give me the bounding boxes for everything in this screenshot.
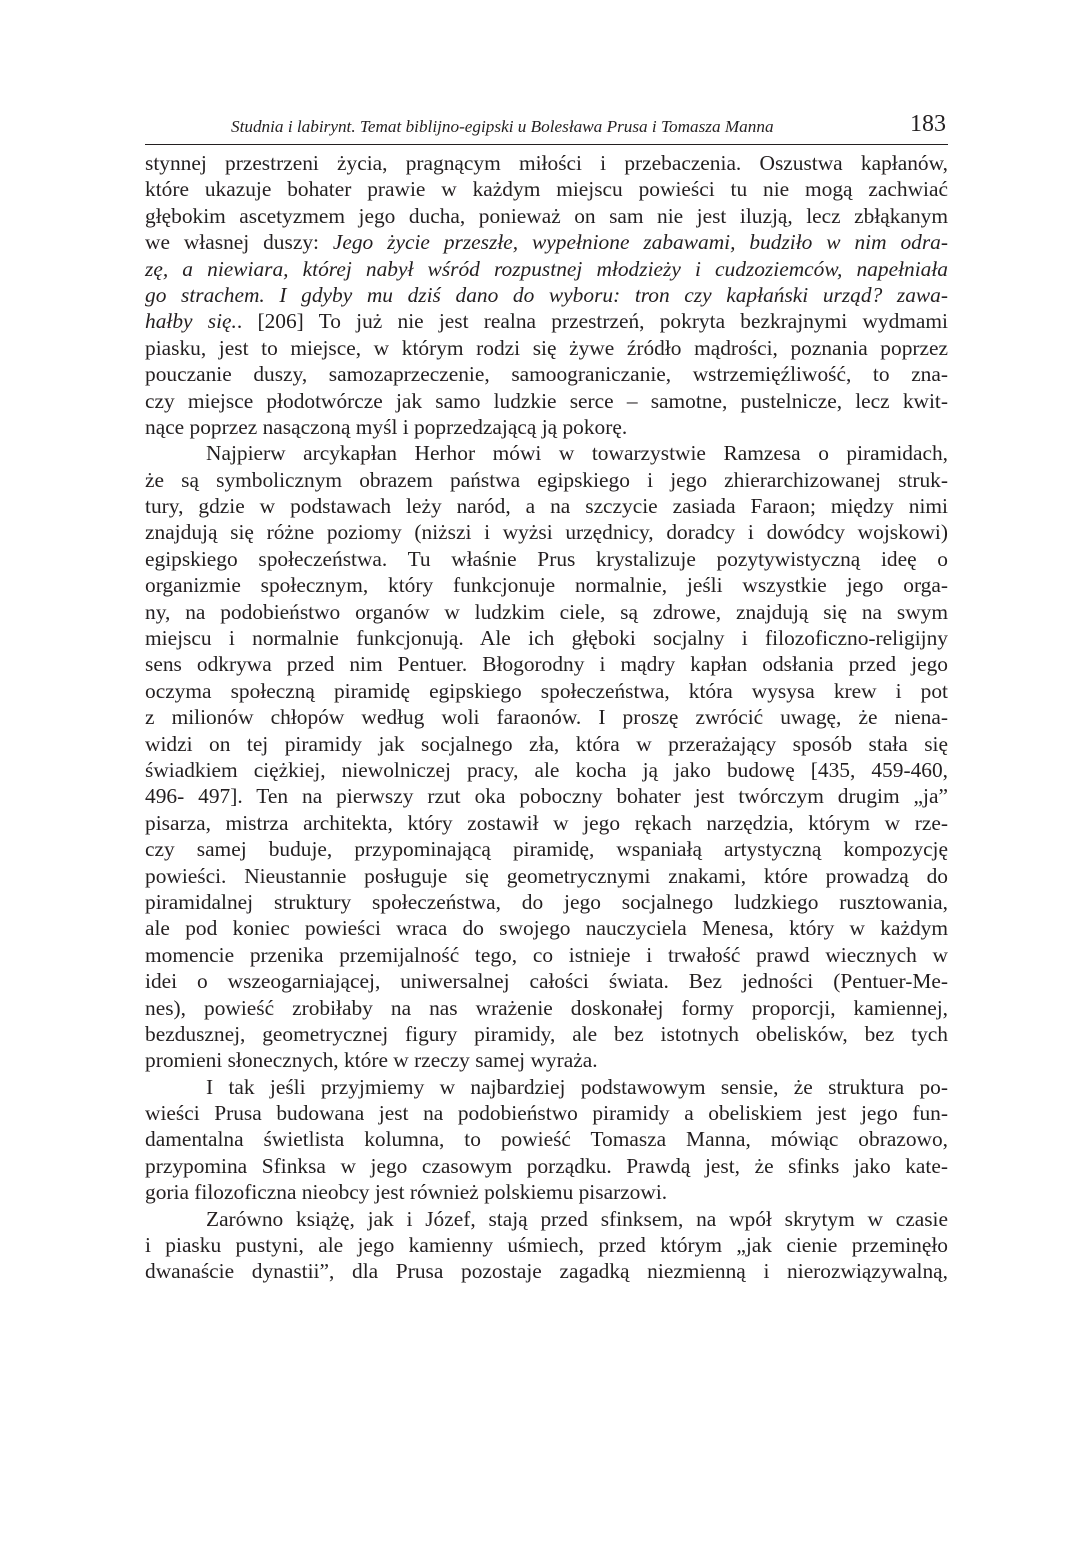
text-line: powieści. Nieustannie posługuje się geometrycznymi znakami, które prowadzą do	[145, 863, 948, 888]
text-line: z milionów chłopów według woli faraonów. I proszę zwrócić uwagę, że niena-	[145, 705, 948, 730]
text-line: dwanaście dynastii”, dla Prusa pozostaje zagadką niezmienną i nierozwiązywalną,	[145, 1259, 948, 1284]
body-text	[145, 150, 948, 1285]
text-line: że są symbolicznym obrazem państwa egipskiego i jego zhierarchizowanej struk-	[145, 467, 948, 492]
paragraph-first-line: Najpierw arcykapłan Herhor mówi w towarzystwie Ramzesa o piramidach,	[206, 441, 948, 466]
text-line: pisarza, mistrza architekta, który zostawił w jego rękach narzędzia, którym w rze-	[145, 810, 948, 835]
text-line: wieści Prusa budowana jest na podobieństwo piramidy a obeliskiem jest jego fun-	[145, 1101, 948, 1126]
text-italic-quote: Jego życie przeszłe, wypełnione zabawami, budziło w nim odra-	[332, 230, 948, 255]
text-line: oczyma społeczną piramidę egipskiego społeczeństwa, która wysysa krew i pot	[145, 678, 948, 703]
text-line: promieni słonecznych, które w rzeczy samej wyraża.	[145, 1048, 598, 1073]
text-line: które ukazuje bohater prawie w każdym miejscu powieści tu nie mogą zachwiać	[145, 177, 948, 202]
text-line	[145, 229, 948, 255]
running-title: Studnia i labirynt. Temat biblijno-egipski u Bolesława Prusa i Tomasza Manna	[231, 117, 774, 136]
paragraph-first-line: I tak jeśli przyjmiemy w najbardziej podstawowym sensie, że struktura po-	[206, 1074, 948, 1099]
text-line: czy samej buduje, przypominającą piramidę, wspaniałą artystyczną kompozycję	[145, 837, 948, 862]
text-line: miejscu i normalnie funkcjonują. Ale ich głęboki socjalny i filozoficzno-religijny	[145, 626, 948, 651]
text-line: nes), powieść zrobiłaby na nas wrażenie doskonałej formy proporcji, kamiennej,	[145, 995, 948, 1020]
text-line: głębokim ascetyzmem jego ducha, ponieważ on sam nie jest iluzją, lecz zbłąkanym	[145, 203, 948, 228]
text-line: czy miejsce płodotwórcze jak samo ludzkie serce – samotne, pustelnicze, lecz kwit-	[145, 388, 948, 413]
text-line: organizmie społecznym, który funkcjonuje normalnie, jeśli wszystkie jego orga-	[145, 573, 948, 598]
page-number: 183	[910, 111, 946, 137]
text-line: go strachem. I gdyby mu dziś dano do wyboru: tron czy kapłański urząd? zawa-	[145, 282, 948, 307]
text-line: piasku, jest to miejsce, w którym rodzi się żywe źródło mądrości, poznania poprzez	[145, 335, 948, 360]
text-line	[145, 308, 948, 334]
paragraph-first-line: Zarówno książę, jak i Józef, stają przed sfinksem, na wpół skrytym w czasie	[206, 1206, 948, 1231]
text-line: bezdusznej, geometrycznej figury piramidy, ale bez istotnych obelisków, bez tych	[145, 1021, 948, 1046]
text-line: idei o wszeogarniającej, uniwersalnej całości świata. Bez jedności (Pentuer-Me-	[145, 969, 948, 994]
text-line: egipskiego społeczeństwa. Tu właśnie Prus krystalizuje pozytywistyczną ideę o	[145, 546, 948, 571]
text-line: tury, gdzie w podstawach leży naród, a na szczycie zasiada Faraon; między nimi	[145, 494, 948, 519]
text-line: 496- 497]. Ten na pierwszy rzut oka poboczny bohater jest twórczym drugim „ja”	[145, 784, 948, 809]
text-line: świadkiem ciężkiej, niewolniczej pracy, ale kocha ją jako budowę [435, 459-460,	[145, 757, 948, 782]
text-roman: . [206] To już nie jest realna przestrzeń, pokryta bezkrajnymi wydmami	[236, 309, 948, 334]
text-line: nące poprzez nasączoną myśl i poprzedzającą ją pokorę.	[145, 414, 628, 439]
text-italic-quote: hałby się.	[145, 309, 237, 334]
text-line: momencie przenika przemijalność tego, co istnieje i trwałość prawd wiecznych w	[145, 942, 948, 967]
running-head	[145, 112, 948, 145]
text-line: ny, na podobieństwo organów w ludzkim ciele, są zdrowe, znajdują się na swym	[145, 599, 948, 624]
text-line: znajdują się różne poziomy (niższi i wyżsi urzędnicy, doradcy i dowódcy wojskowi)	[145, 520, 948, 545]
text-line: goria filozoficzna nieobcy jest również polskiemu pisarzowi.	[145, 1180, 668, 1205]
text-line: widzi on tej piramidy jak socjalnego zła, która w przerażający sposób stała się	[145, 731, 948, 756]
text-line: i piasku pustyni, ale jego kamienny uśmiech, przed którym „jak cienie przeminęło	[145, 1233, 948, 1258]
text-line: przypomina Sfinksa w jego czasowym porządku. Prawdą jest, że sfinks jako kate-	[145, 1153, 948, 1178]
text-line: zę, a niewiara, której nabył wśród rozpustnej młodzieży i cudzoziemców, napełniała	[145, 256, 948, 281]
text-roman: we własnej duszy:	[145, 230, 333, 255]
text-line: ale pod koniec powieści wraca do swojego nauczyciela Menesa, który w każdym	[145, 916, 948, 941]
text-line: piramidalnej struktury społeczeństwa, do jego socjalnego ludzkiego rusztowania,	[145, 889, 948, 914]
text-line: pouczanie duszy, samozaprzeczenie, samoograniczanie, wstrzemięźliwość, to zna-	[145, 362, 948, 387]
text-line: stynnej przestrzeni życia, pragnącym miłości i przebaczenia. Oszustwa kapłanów,	[145, 151, 948, 175]
text-line: sens odkrywa przed nim Pentuer. Błogorodny i mądry kapłan odsłania przed jego	[145, 652, 948, 677]
text-line: damentalna świetlista kolumna, to powieść Tomasza Manna, mówiąc obrazowo,	[145, 1127, 948, 1152]
